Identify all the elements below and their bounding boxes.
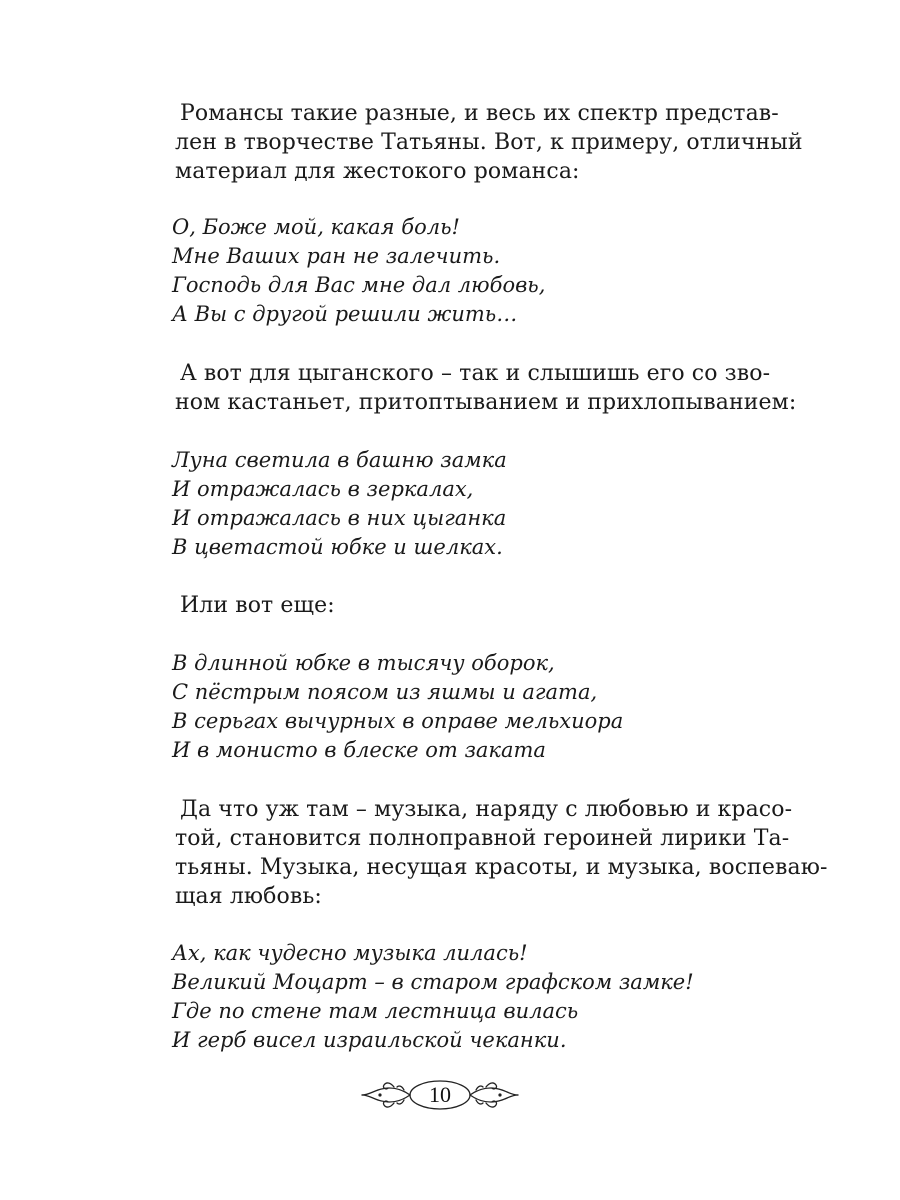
verse-line: И в монисто в блеске от заката bbox=[172, 738, 546, 762]
verse-line: Ах, как чудесно музыка лилась! bbox=[172, 941, 528, 965]
text-line: тьяны. Музыка, несущая красоты, и музыка, воспеваю- bbox=[175, 855, 828, 880]
text-line: ном кастаньет, притоптыванием и прихлопыванием: bbox=[175, 390, 797, 415]
text-line: Романсы такие разные, и весь их спектр представ- bbox=[180, 101, 779, 126]
verse-line: Луна светила в башню замка bbox=[172, 448, 507, 472]
text-line: Да что уж там – музыка, наряду с любовью и красо- bbox=[180, 797, 793, 822]
page-number: 10 bbox=[429, 1082, 451, 1107]
verse-2 bbox=[172, 446, 507, 562]
verse-line: О, Боже мой, какая боль! bbox=[172, 215, 460, 239]
text-line: материал для жестокого романса: bbox=[175, 159, 580, 184]
verse-line: Господь для Вас мне дал любовь, bbox=[172, 273, 546, 297]
verse-line: Великий Моцарт – в старом графском замке! bbox=[172, 970, 694, 994]
text-line: Или вот еще: bbox=[180, 593, 335, 618]
verse-4 bbox=[172, 939, 694, 1055]
text-line: щая любовь: bbox=[175, 884, 322, 909]
verse-line: А Вы с другой решили жить… bbox=[172, 302, 518, 326]
text-line: той, становится полноправной героиней лирики Та- bbox=[175, 826, 790, 851]
verse-line: В длинной юбке в тысячу оборок, bbox=[172, 651, 555, 675]
paragraph-4 bbox=[170, 795, 828, 911]
verse-3 bbox=[172, 649, 623, 765]
verse-line: И герб висел израильской чеканки. bbox=[172, 1028, 567, 1052]
verse-line: Где по стене там лестница вилась bbox=[172, 999, 579, 1023]
verse-1 bbox=[172, 213, 545, 329]
text-line: А вот для цыганского – так и слышишь его со зво- bbox=[180, 361, 771, 386]
verse-line: Мне Ваших ран не залечить. bbox=[172, 244, 501, 268]
verse-line: И отражалась в них цыганка bbox=[172, 506, 507, 530]
verse-line: С пёстрым поясом из яшмы и агата, bbox=[172, 680, 598, 704]
page-number-ornament bbox=[360, 1076, 520, 1116]
paragraph-3 bbox=[170, 591, 746, 620]
verse-line: В цветастой юбке и шелках. bbox=[172, 535, 503, 559]
paragraph-1 bbox=[170, 99, 803, 186]
verse-line: В серьгах вычурных в оправе мельхиора bbox=[172, 709, 624, 733]
paragraph-2 bbox=[170, 359, 797, 417]
verse-line: И отражалась в зеркалах, bbox=[172, 477, 474, 501]
text-line: лен в творчестве Татьяны. Вот, к примеру, отличный bbox=[175, 130, 803, 155]
